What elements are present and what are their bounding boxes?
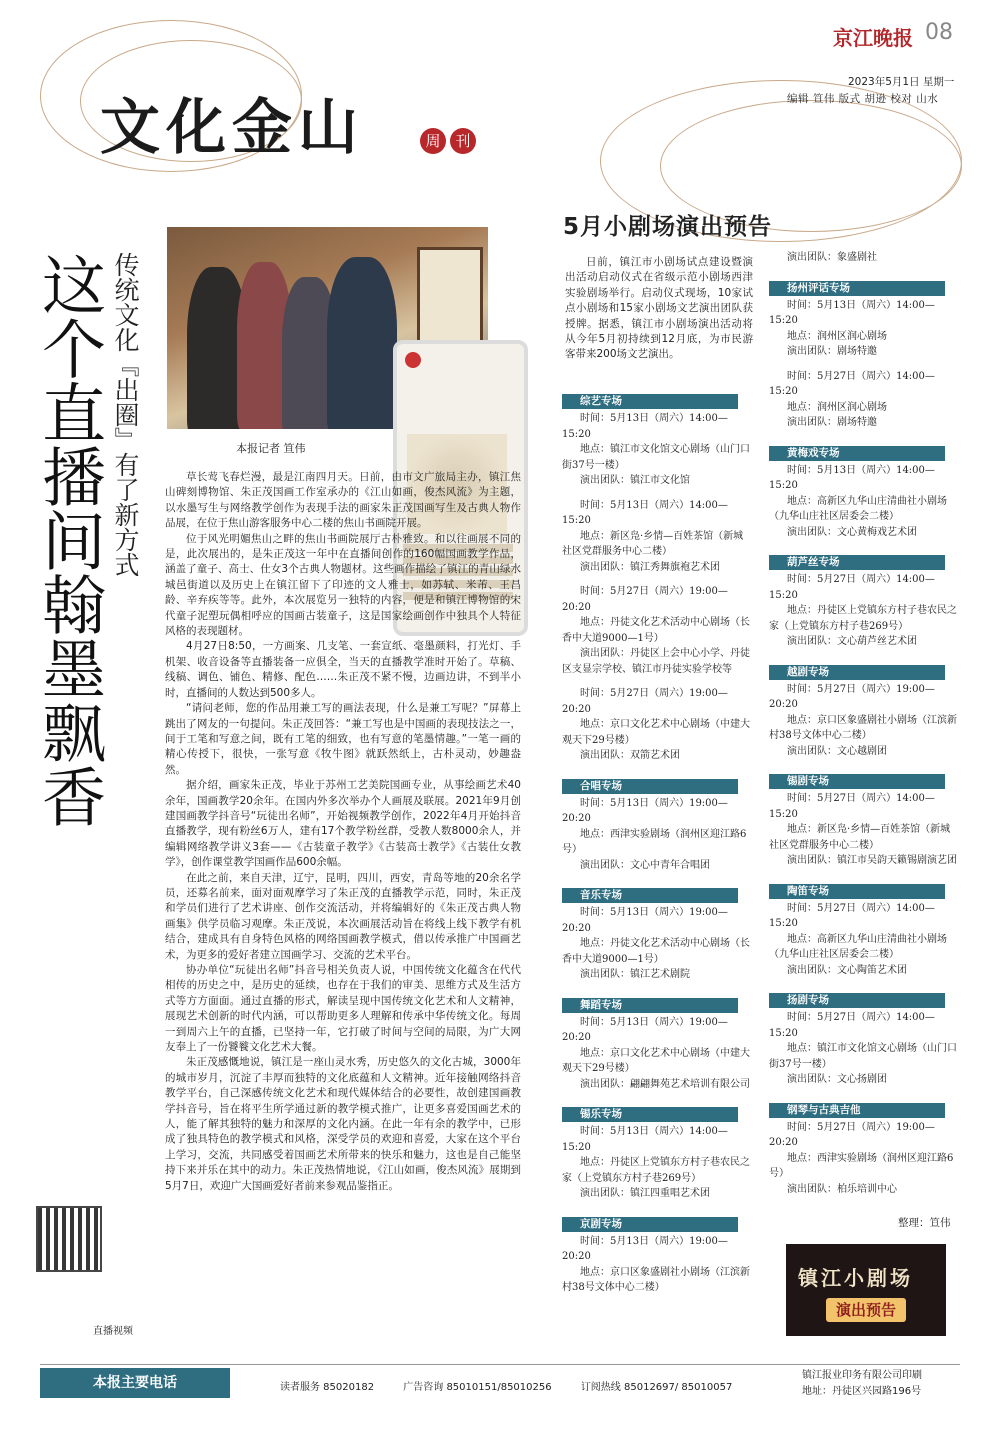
schedule-entry bbox=[562, 1015, 752, 1093]
schedule-troupe: 演出团队：文心扬剧团 bbox=[787, 1074, 887, 1085]
schedule-entry bbox=[769, 463, 959, 541]
footer-divider bbox=[40, 1364, 960, 1365]
performance-intro: 日前，镇江市小剧场试点建设暨演出活动启动仪式在省级示范小剧场西津实验剧场举行。启动仪式现场，10家试点小剧场和15家小剧场文艺演出团队获授牌。据悉，镇江市小剧场演出活动将从今年5月初持续到12月底，为市民游客带来200场文艺演出。 bbox=[565, 256, 753, 361]
schedule-entry bbox=[769, 1120, 959, 1198]
schedule-category: 钢琴与古典吉他 bbox=[769, 1103, 945, 1118]
schedule-place: 地点：高新区九华山庄清曲社小剧场（九华山庄社区居委会二楼） bbox=[769, 495, 947, 522]
qr-code-icon[interactable] bbox=[36, 1206, 102, 1272]
schedule-place: 地点：西津实验剧场（润州区迎江路6号） bbox=[562, 828, 747, 855]
schedule-time: 时间：5月27日（周六）19:00—20:20 bbox=[769, 1121, 935, 1148]
schedule-category: 越剧专场 bbox=[769, 665, 945, 680]
footer-label: 本报主要电话 bbox=[40, 1368, 230, 1398]
framed-painting bbox=[417, 247, 483, 343]
schedule-place: 地点：丹徒文化艺术活动中心剧场（长香中大道9000—1号） bbox=[562, 617, 750, 644]
schedule-category: 综艺专场 bbox=[562, 394, 738, 409]
schedule-entry bbox=[562, 584, 752, 677]
footer-phones bbox=[280, 1378, 758, 1393]
schedule-time: 时间：5月13日（周六）14:00—15:20 bbox=[769, 464, 935, 491]
schedule-entry bbox=[562, 796, 752, 874]
article-paragraph: 在此之前，来自天津，辽宁，昆明，四川，西安，青岛等地的20余名学员，还募名前来，面对面观摩学习了朱正茂的直播教学示范，同时，朱正茂和学员们进行了艺术讲座、创作交流活动，并将编辑好的《朱正茂古典人物画集》供学员临习观摩。朱正茂说，本次画展活动旨在将线上线下教学有机结合，建成具有自身特色风格的网络国画教学模式，借以传承推广中国画艺术，为更多的爱好者建立国画学习、交流的艺术平台。 bbox=[165, 871, 521, 961]
editor-credits: 编辑 笪伟 版式 胡逊 校对 山水 bbox=[787, 93, 939, 105]
schedule-column-left bbox=[562, 388, 752, 1305]
schedule-entry bbox=[562, 1234, 752, 1296]
article-subheadline: 传统文化『出圈』有了新方式 bbox=[111, 252, 140, 577]
schedule-troupe: 演出团队：镇江四重唱艺术团 bbox=[580, 1188, 710, 1199]
schedule-troupe: 演出团队：文心葫芦丝艺术团 bbox=[787, 636, 917, 647]
schedule-troupe: 演出团队：镇江艺术剧院 bbox=[580, 969, 690, 980]
schedule-category: 黄梅戏专场 bbox=[769, 446, 945, 461]
schedule-time: 时间：5月13日（周六）14:00—15:20 bbox=[769, 299, 935, 326]
schedule-entry bbox=[562, 686, 752, 764]
schedule-time: 时间：5月13日（周六）19:00—20:20 bbox=[562, 907, 728, 934]
schedule-time: 时间：5月27日（周六）14:00—15:20 bbox=[769, 574, 935, 601]
schedule-place: 地点：镇江市文化馆文心剧场（山门口街37号一楼） bbox=[769, 1043, 957, 1070]
schedule-troupe: 演出团队：翩翩舞苑艺术培训有限公司 bbox=[580, 1078, 750, 1090]
schedule-category: 锡剧专场 bbox=[769, 774, 945, 789]
schedule-troupe: 演出团队：镇江市吴韵天籁锡剧演艺团 bbox=[787, 855, 957, 866]
article-paragraph: 朱正茂感慨地说，镇江是一座山灵水秀，历史悠久的文化古城，3000年的城市岁月，沉淀了丰厚而独特的文化底蕴和人文精神。近年接触网络抖音教学平台，自己深感传统文化艺术和现代媒体结合的必要性，故创建国画教学抖音号，旨在将平生所学通过新的教学模式推广，让更多喜爱国画艺术的人，能了解其独特的魅力和深厚的文化内涵。在此一年有余的教学中，已形成了独具特色的教学模式和风格，深受学员的欢迎和喜爱，大家在这个平台上学习，交流，共同感受着国画艺术所带来的快乐和魅力，这也是自己能坚持下来并乐在其中的动力。朱正茂热情地说，《江山如画，俊杰风流》展期到5月7日，欢迎广大国画爱好者前来参观品鉴指正。 bbox=[165, 1056, 521, 1192]
schedule-troupe: 演出团队：双箭艺术团 bbox=[580, 750, 680, 761]
schedule-troupe: 演出团队：剧场特邀 bbox=[787, 417, 877, 428]
schedule-entry bbox=[769, 682, 959, 760]
photo-caption: 本报记者 笪伟 bbox=[236, 442, 306, 455]
schedule-time: 时间：5月13日（周六）14:00—15:20 bbox=[562, 1126, 728, 1153]
schedule-time: 时间：5月27日（周六）19:00—20:20 bbox=[562, 586, 728, 613]
article-paragraph: 协办单位“玩徒出名师”抖音号相关负责人说，中国传统文化蕴含在代代相传的历史之中，是历史的延续，也存在于我们的审美、思维方式及生活方式等方方面面。通过直播的形式，解读呈现中国传统文化艺术和人文精神，展现艺术创新的时代内涵，可以帮助更多人理解和传承中华传统文化。每周一到周六上午的直播，已坚持一年，它打破了时间与空间的局限，为广大网友奉上了一份饕餮文化艺术大餐。 bbox=[165, 964, 521, 1054]
schedule-entry bbox=[769, 901, 959, 979]
schedule-category: 舞蹈专场 bbox=[562, 998, 738, 1013]
guide-figure bbox=[327, 257, 397, 429]
schedule-time: 时间：5月13日（周六）19:00—20:20 bbox=[562, 797, 728, 824]
article-headline: 这个直播间翰墨飘香 bbox=[31, 252, 105, 828]
schedule-place: 地点：新区凫·乡情—百姓茶馆（新城社区党群服务中心二楼） bbox=[769, 824, 951, 851]
newspaper-logo: 京江晚报 bbox=[833, 26, 913, 50]
schedule-place: 地点：京口区象盛剧社小剧场（江滨新村38号文体中心二楼） bbox=[562, 1266, 750, 1293]
article-paragraph: 位于风光明媚焦山之畔的焦山书画院展厅古朴雅致。和以往画展不同的是，此次展出的，是朱正茂这一年中在直播间创作的160幅国画教学作品，涵盖了童子、高士、仕女3个古典人物题材。这些画作描绘了镇江的青山绿水城邑街道以及历史上在镇江留下了印迹的文人雅士，如苏轼、米芾、王昌龄、辛弃疾等等。此外，本次展览另一独特的内容，便是和镇江博物馆的宋代童子泥塑玩偶相呼应的国画古装童子，这是国家绘画创作中独具个人特征风格的表现题材。 bbox=[165, 532, 521, 638]
schedule-entry bbox=[562, 498, 752, 576]
article-paragraph: 草长莺飞春烂漫，最是江南四月天。日前，由市文广旅局主办，镇江焦山碑刻博物馆、朱正茂国画工作室承办的《江山如画，俊杰风流》为主题，以水墨写生与网络教学创作为表现手法的画家朱正茂国画写生及古典人物作品展，在位于焦山游客服务中心二楼的焦山书画院开展。 bbox=[165, 471, 521, 530]
schedule-time: 时间：5月27日（周六）19:00—20:20 bbox=[562, 688, 728, 715]
schedule-category: 葫芦丝专场 bbox=[769, 555, 945, 570]
performance-heading: 5月小剧场演出预告 bbox=[563, 214, 773, 240]
schedule-category: 陶笛专场 bbox=[769, 884, 945, 899]
article-body bbox=[165, 470, 521, 1194]
schedule-entry bbox=[769, 1010, 959, 1088]
schedule-place: 地点：丹徒文化艺术活动中心剧场（长香中大道9000—1号） bbox=[562, 938, 750, 965]
qr-caption: 直播视频 bbox=[93, 1326, 133, 1337]
schedule-place: 地点：西津实验剧场（润州区迎江路6号） bbox=[769, 1152, 954, 1179]
article-paragraph: 4月27日8:50，一方画案、几支笔、一套宣纸、毫墨颜料，打光灯、手机架、收音设备等直播装备一应俱全，当天的直播教学准时开始了。草稿、线稿、调色、铺色、精修、配色……朱正茂不紧不慢，边画边讲，不到半小时，直播间的人数达到500多人。 bbox=[165, 640, 521, 699]
footer-phone: 订阅热线 85012697/ 85010057 bbox=[580, 1382, 733, 1393]
schedule-troupe: 演出团队：象盛剧社 bbox=[787, 252, 877, 263]
footer-printer-info bbox=[802, 1368, 922, 1400]
schedule-place: 地点：京口文化艺术中心剧场（中建大观天下29号楼） bbox=[562, 719, 750, 746]
schedule-column-right bbox=[769, 250, 959, 1206]
schedule-category: 扬州评话专场 bbox=[769, 281, 945, 296]
schedule-troupe: 演出团队：文心黄梅戏艺术团 bbox=[787, 526, 917, 538]
footer-phone: 读者服务 85020182 bbox=[280, 1382, 375, 1393]
schedule-entry bbox=[769, 369, 959, 431]
weekly-badge bbox=[420, 128, 476, 154]
schedule-category: 锡乐专场 bbox=[562, 1107, 738, 1122]
theater-promo-graphic bbox=[786, 1244, 946, 1336]
schedule-place: 地点：高新区九华山庄清曲社小剧场（九华山庄社区居委会二楼） bbox=[769, 933, 947, 960]
schedule-place: 地点：丹徒区上党镇东方村子巷农民之家（上党镇东方村子巷269号） bbox=[769, 605, 957, 632]
footer-phone: 广告咨询 85010151/85010256 bbox=[403, 1382, 552, 1393]
schedule-time: 时间：5月27日（周六）19:00—20:20 bbox=[769, 683, 935, 710]
schedule-category: 扬剧专场 bbox=[769, 993, 945, 1008]
schedule-troupe: 演出团队：柏乐培训中心 bbox=[787, 1183, 897, 1195]
schedule-place: 地点：新区凫·乡情—百姓茶馆（新城社区党群服务中心二楼） bbox=[562, 530, 744, 557]
schedule-troupe: 演出团队：文心越剧团 bbox=[787, 745, 887, 757]
weekly-badge-char: 刊 bbox=[450, 128, 476, 154]
schedule-place: 地点：润州区润心剧场 bbox=[787, 330, 887, 342]
schedule-entry bbox=[562, 411, 752, 489]
schedule-troupe: 演出团队：文心中青年合唱团 bbox=[580, 859, 710, 871]
schedule-troupe: 演出团队：镇江市文化馆 bbox=[580, 475, 690, 486]
schedule-category: 音乐专场 bbox=[562, 888, 738, 903]
schedule-category: 合唱专场 bbox=[562, 779, 738, 794]
schedule-entry bbox=[562, 905, 752, 983]
schedule-time: 时间：5月27日（周六）14:00—15:20 bbox=[769, 793, 935, 820]
schedule-troupe: 演出团队：丹徒区上会中心小学、丹徒区支显宗学校、镇江市丹徒实验学校等 bbox=[562, 648, 750, 675]
streamer-avatar bbox=[405, 352, 421, 368]
printer-address: 地址：丹徒区兴园路196号 bbox=[802, 1386, 922, 1397]
promo-title: 镇江小剧场 bbox=[798, 1266, 913, 1290]
schedule-place: 地点：京口区象盛剧社小剧场（江滨新村38号文体中心二楼） bbox=[769, 714, 957, 741]
schedule-time: 时间：5月27日（周六）14:00—15:20 bbox=[769, 902, 935, 929]
schedule-time: 时间：5月27日（周六）14:00—15:20 bbox=[769, 370, 935, 397]
schedule-entry bbox=[562, 1124, 752, 1202]
schedule-category: 京剧专场 bbox=[562, 1217, 738, 1232]
section-title: 文化金山 bbox=[100, 93, 364, 163]
printer-name: 镇江报业印务有限公司印刷 bbox=[802, 1370, 922, 1381]
schedule-time: 时间：5月13日（周六）19:00—20:20 bbox=[562, 1235, 728, 1262]
schedule-troupe: 演出团队：剧场特邀 bbox=[787, 346, 877, 357]
schedule-entry bbox=[769, 572, 959, 650]
page-footer bbox=[40, 1364, 960, 1404]
issue-date: 2023年5月1日 星期一 bbox=[848, 76, 955, 88]
schedule-time: 时间：5月27日（周六）14:00—15:20 bbox=[769, 1012, 935, 1039]
page-number: 08 bbox=[925, 20, 953, 45]
promo-badge: 演出预告 bbox=[826, 1298, 906, 1322]
schedule-time: 时间：5月13日（周六）19:00—20:20 bbox=[562, 1016, 728, 1043]
schedule-place: 地点：丹徒区上党镇东方村子巷农民之家（上党镇东方村子巷269号） bbox=[562, 1157, 750, 1184]
schedule-troupe: 演出团队：文心陶笛艺术团 bbox=[787, 964, 907, 976]
weekly-badge-char: 周 bbox=[420, 128, 446, 154]
article-paragraph: “请问老师，您的作品用兼工写的画法表现，什么是兼工写呢？”屏幕上跳出了网友的一句提问。朱正茂回答：“兼工写也是中国画的表现技法之一，间于工笔和写意之间，既有工笔的细致，也有写意的笔墨情趣。”一笔一画的精心传授下，很快，一张写意《牧牛图》就跃然纸上，古朴灵动，妙趣盎然。 bbox=[165, 702, 521, 776]
schedule-place: 地点：润州区润心剧场 bbox=[787, 401, 887, 413]
schedule-entry bbox=[769, 791, 959, 869]
schedule-place: 地点：镇江市文化馆文心剧场（山门口街37号一楼） bbox=[562, 444, 750, 471]
compiler-credit: 整理：笪伟 bbox=[898, 1217, 951, 1229]
schedule-troupe: 演出团队：镇江秀舞旗袍艺术团 bbox=[580, 561, 720, 573]
schedule-entry bbox=[769, 298, 959, 360]
schedule-time: 时间：5月13日（周六）14:00—15:20 bbox=[562, 413, 728, 440]
article-paragraph: 据介绍，画家朱正茂，毕业于苏州工艺美院国画专业，从事绘画艺术40余年，国画教学20余年。在国内外多次举办个人画展及联展。2021年9月创建国画教学抖音号“玩徒出名师”，开始视频教学创作，2022年4月开始抖音直播教学，现有粉丝6万人，建有17个教学粉丝群，受教人数8000余人，并编辑网络教学讲义3套——《古装童子教学》《古装高士教学》《古装仕女教学》，创作课堂教学国画作品600余幅。 bbox=[165, 779, 521, 869]
schedule-time: 时间：5月13日（周六）14:00—15:20 bbox=[562, 499, 728, 526]
schedule-place: 地点：京口文化艺术中心剧场（中建大观天下29号楼） bbox=[562, 1047, 750, 1074]
